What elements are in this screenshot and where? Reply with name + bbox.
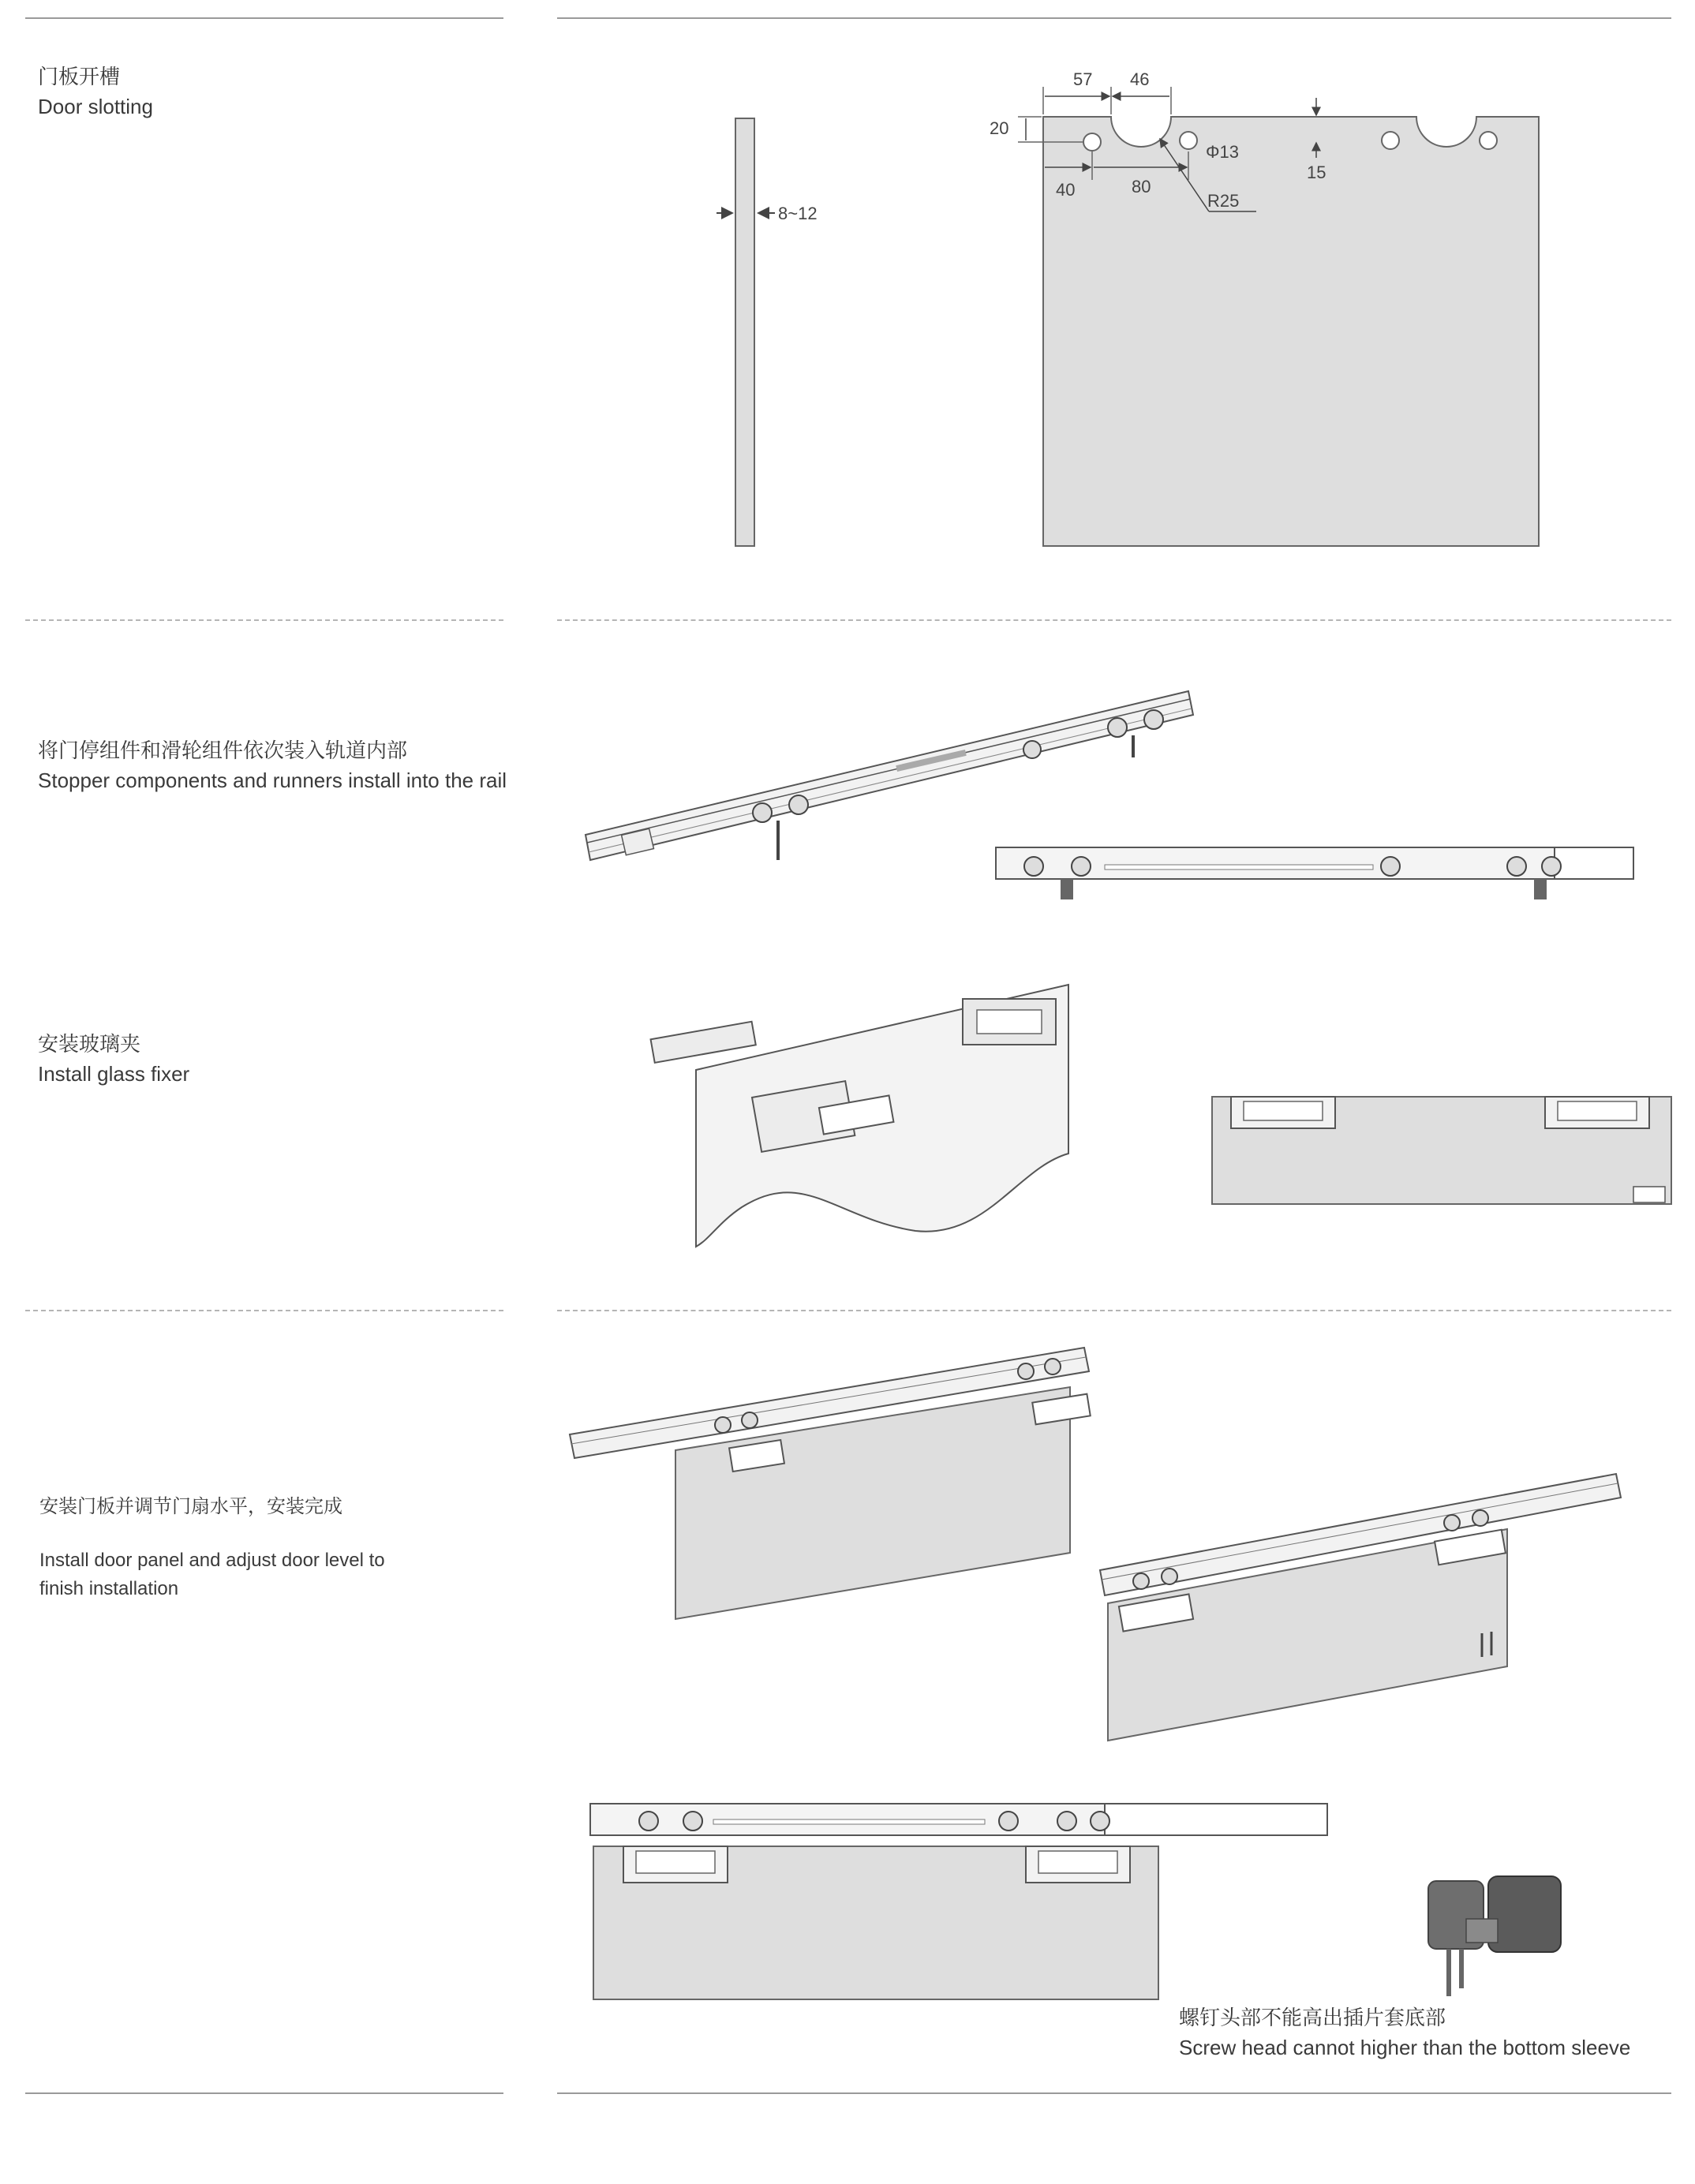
dim-radius: R25 (1207, 191, 1240, 211)
section-title-en-line2: finish installation (39, 1578, 179, 1599)
rail-isometric (586, 691, 1193, 860)
section-title-en: Door slotting (38, 95, 153, 118)
door-edge-view (717, 118, 818, 546)
screw-sleeve-detail (1428, 1876, 1561, 1996)
section-title-en: Install glass fixer (38, 1062, 190, 1086)
section-title-zh: 门板开槽 (38, 65, 121, 88)
section-title-zh: 安装玻璃夹 (38, 1032, 141, 1056)
install-isometric-left (570, 1348, 1091, 1619)
dim-15: 15 (1307, 163, 1326, 182)
dim-40: 40 (1056, 180, 1076, 200)
dim-80: 80 (1132, 177, 1151, 196)
section-title-en-line1: Install door panel and adjust door level to (39, 1550, 385, 1571)
dim-46: 46 (1130, 69, 1150, 89)
section-title-zh: 安装门板并调节门扇水平，安装完成 (39, 1496, 342, 1517)
thickness-dimension: 8~12 (778, 204, 818, 223)
glass-fixer-front-view (1212, 1097, 1671, 1204)
glass-fixer-isometric (651, 985, 1068, 1247)
dim-20: 20 (990, 118, 1009, 138)
door-slot-front-view (990, 69, 1539, 546)
screw-note-zh: 螺钉头部不能高出插片套底部 (1179, 2006, 1446, 2029)
section-title-en: Stopper components and runners install into the rail (38, 769, 507, 792)
install-isometric-right (1100, 1474, 1621, 1741)
dim-hole: Φ13 (1206, 142, 1240, 162)
screw-note-en: Screw head cannot higher than the bottom sleeve (1179, 2036, 1631, 2059)
section-title-zh: 将门停组件和滑轮组件依次装入轨道内部 (38, 739, 408, 762)
install-front-view (590, 1804, 1327, 1999)
rail-front-view (996, 847, 1633, 899)
dim-57: 57 (1073, 69, 1093, 89)
